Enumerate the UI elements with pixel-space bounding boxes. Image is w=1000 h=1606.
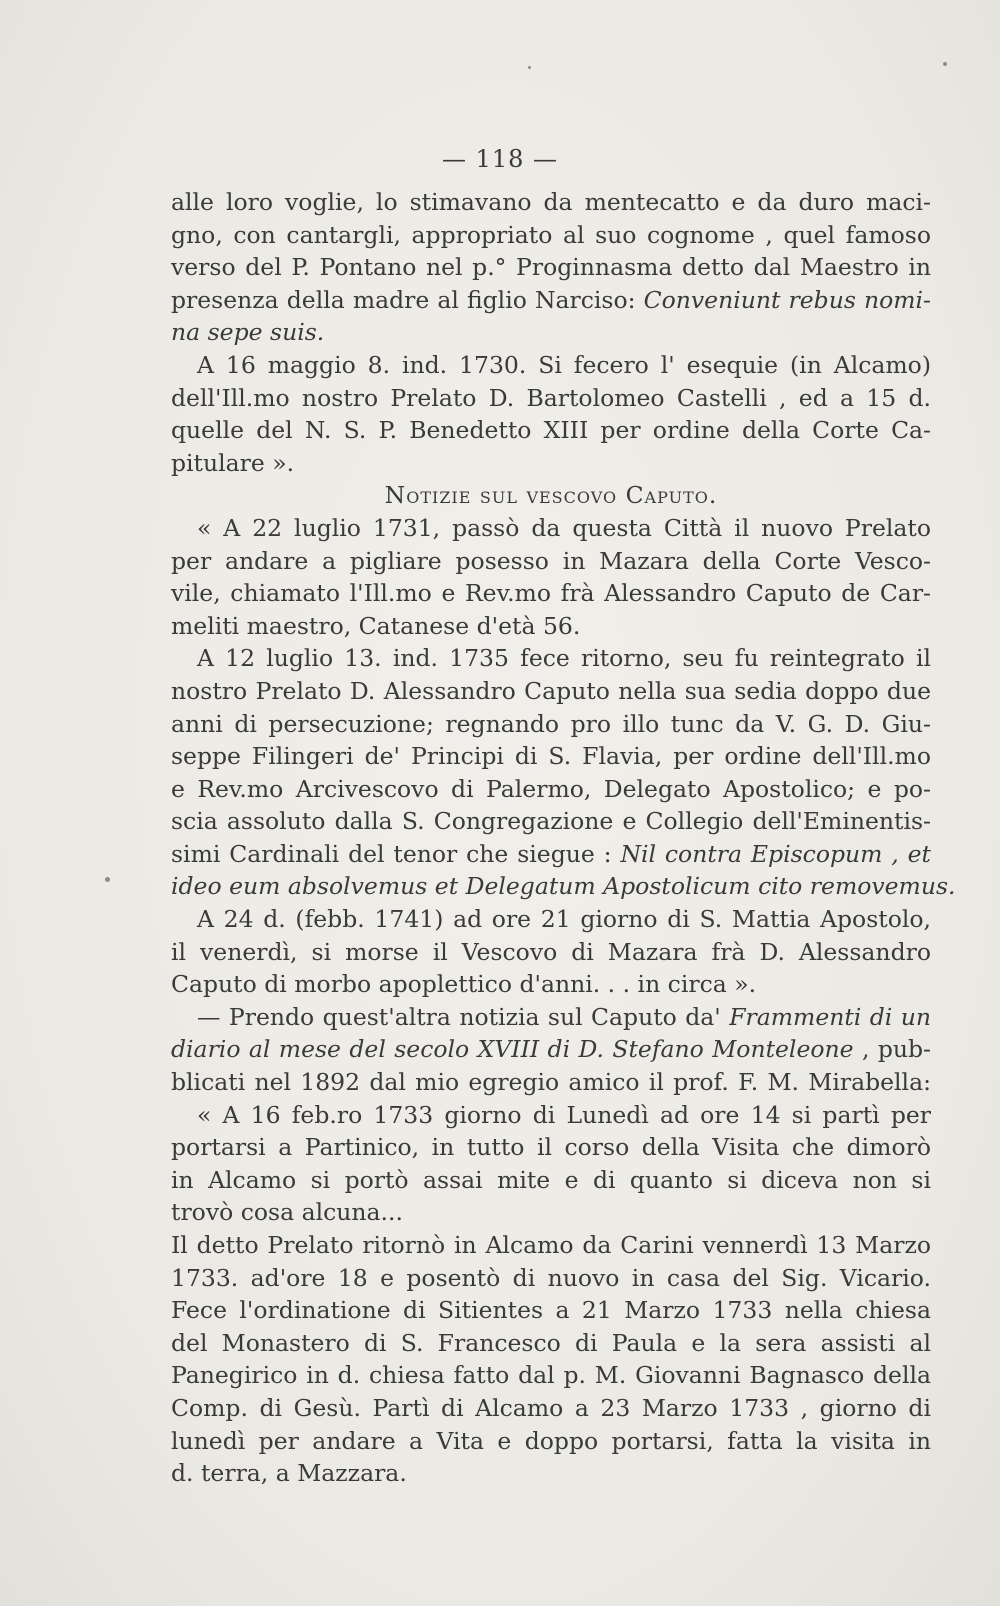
text-run: Panegirico in d. chiesa fatto dal p. M. Giovanni Bagnasco della <box>171 1361 931 1390</box>
italic-text: Nil contra Episcopum , et <box>620 839 931 868</box>
text-line <box>171 805 931 838</box>
text-run: scia assoluto dalla S. Congregazione e Collegio dell'Eminentis- <box>171 807 931 836</box>
text-run: d. terra, a Mazzara. <box>171 1459 407 1488</box>
text-line <box>171 1229 931 1262</box>
text-run: seppe Filingeri de' Principi di S. Flavia, per ordine dell'Ill.mo <box>171 742 931 771</box>
text-line <box>171 936 931 969</box>
text-run: per andare a pigliare posesso in Mazara della Corte Vesco- <box>171 546 931 575</box>
text-run: 1733. ad'ore 18 e posentò di nuovo in casa del Sig. Vicario. <box>171 1263 931 1292</box>
text-line <box>171 1457 931 1490</box>
page-number: — 118 — <box>441 145 559 173</box>
text-line <box>171 1131 931 1164</box>
text-line <box>171 414 931 447</box>
text-run: meliti maestro, Catanese d'età 56. <box>171 611 581 640</box>
text-run: il venerdì, si morse il Vescovo di Mazara frà D. Alessandro <box>171 937 931 966</box>
text-line <box>171 349 931 382</box>
text-line <box>171 838 931 871</box>
text-run: verso del P. Pontano nel p.° Proginnasma detto dal Maestro in <box>171 253 931 282</box>
text-run: blicati nel 1892 dal mio egregio amico il prof. F. M. Mirabella: <box>171 1068 931 1097</box>
paper-speck <box>105 877 110 882</box>
text-run: dell'Ill.mo nostro Prelato D. Bartolomeo Castelli , ed a 15 d. <box>171 383 931 412</box>
text-line <box>171 512 931 545</box>
text-line <box>171 1001 931 1034</box>
text-run: alle loro voglie, lo stimavano da mentecatto e da duro maci- <box>171 188 931 216</box>
text-run: del Monastero di S. Francesco di Paula e la sera assisti al <box>171 1328 931 1357</box>
paper-speck <box>528 66 531 69</box>
italic-text: na sepe suis. <box>171 318 325 347</box>
text-run: Il detto Prelato ritornò in Alcamo da Carini vennerdì 13 Marzo <box>171 1231 931 1259</box>
paper-speck <box>943 62 947 66</box>
text-run: pitulare ». <box>171 448 295 477</box>
italic-text: ideo eum absolvemus et Delegatum Apostolicum cito removemus. <box>171 872 956 901</box>
text-line <box>171 382 931 415</box>
italic-text: Frammenti di un <box>729 1002 932 1031</box>
text-line <box>171 577 931 610</box>
text-line <box>171 1196 931 1229</box>
text-run: anni di persecuzione; regnando pro illo tunc da V. G. D. Giu- <box>171 709 931 738</box>
text-run: « A 22 luglio 1731, passò da questa Città il nuovo Prelato <box>197 513 931 542</box>
text-run: e Rev.mo Arcivescovo di Palermo, Delegato Apostolico; e po- <box>171 774 931 803</box>
text-run: , pub- <box>853 1035 931 1064</box>
text-line <box>171 1066 931 1099</box>
text-run: vile, chiamato l'Ill.mo e Rev.mo frà Alessandro Caputo de Car- <box>171 579 931 608</box>
text-run: Caputo di morbo apoplettico d'anni. . . in circa ». <box>171 970 757 999</box>
text-run: in Alcamo si portò assai mite e di quanto si diceva non si <box>171 1165 931 1194</box>
body-text <box>171 186 956 1490</box>
text-run: A 16 maggio 8. ind. 1730. Si fecero l' esequie (in Alcamo) <box>197 350 931 379</box>
text-line <box>171 642 931 675</box>
text-line <box>171 675 931 708</box>
text-run: presenza della madre al figlio Narciso: <box>171 285 644 314</box>
text-line <box>171 708 931 741</box>
text-run: simi Cardinali del tenor che siegue : <box>171 839 621 868</box>
italic-text: Conveniunt rebus nomi- <box>643 285 931 314</box>
text-run: Notizie sul vescovo Caputo. <box>384 481 718 510</box>
text-run: A 12 luglio 13. ind. 1735 fece ritorno, seu fu reintegrato il <box>197 644 931 673</box>
text-line <box>171 1262 931 1295</box>
text-run: gno, con cantargli, appropriato al suo cognome , quel famoso <box>171 220 931 249</box>
text-line <box>171 1033 931 1066</box>
text-line <box>171 903 931 936</box>
text-line <box>171 1359 931 1392</box>
text-line <box>171 186 931 219</box>
text-run: nostro Prelato D. Alessandro Caputo nella sua sedia doppo due <box>171 676 931 705</box>
text-line <box>171 740 931 773</box>
text-line <box>171 968 931 1001</box>
text-line <box>171 1392 931 1425</box>
text-line <box>171 316 931 349</box>
section-heading <box>171 479 931 512</box>
text-line <box>171 870 956 903</box>
text-line <box>171 1425 931 1458</box>
text-line <box>171 1294 931 1327</box>
italic-text: diario al mese del secolo XVIII di D. Stefano Monteleone <box>171 1035 854 1064</box>
text-run: A 24 d. (febb. 1741) ad ore 21 giorno di S. Mattia Apostolo, <box>197 905 931 934</box>
text-line <box>171 610 931 643</box>
text-run: lunedì per andare a Vita e doppo portarsi, fatta la visita in <box>171 1426 931 1455</box>
text-run: quelle del N. S. P. Benedetto XIII per ordine della Corte Ca- <box>171 416 931 445</box>
text-run: Fece l'ordinatione di Sitientes a 21 Marzo 1733 nella chiesa <box>171 1296 931 1325</box>
text-run: portarsi a Partinico, in tutto il corso della Visita che dimorò <box>171 1133 931 1162</box>
text-line <box>171 1327 931 1360</box>
text-line <box>171 1099 931 1132</box>
text-line <box>171 284 931 317</box>
text-run: Comp. di Gesù. Partì di Alcamo a 23 Marzo 1733 , giorno di <box>171 1393 931 1422</box>
text-line <box>171 545 931 578</box>
text-run: « A 16 feb.ro 1733 giorno di Lunedì ad ore 14 si partì per <box>197 1100 931 1129</box>
text-line <box>171 773 931 806</box>
text-line <box>171 251 931 284</box>
text-run: — Prendo quest'altra notizia sul Caputo da' <box>197 1002 730 1031</box>
text-run: trovò cosa alcuna... <box>171 1198 403 1227</box>
text-line <box>171 447 931 480</box>
text-line <box>171 219 931 252</box>
text-line <box>171 1164 931 1197</box>
